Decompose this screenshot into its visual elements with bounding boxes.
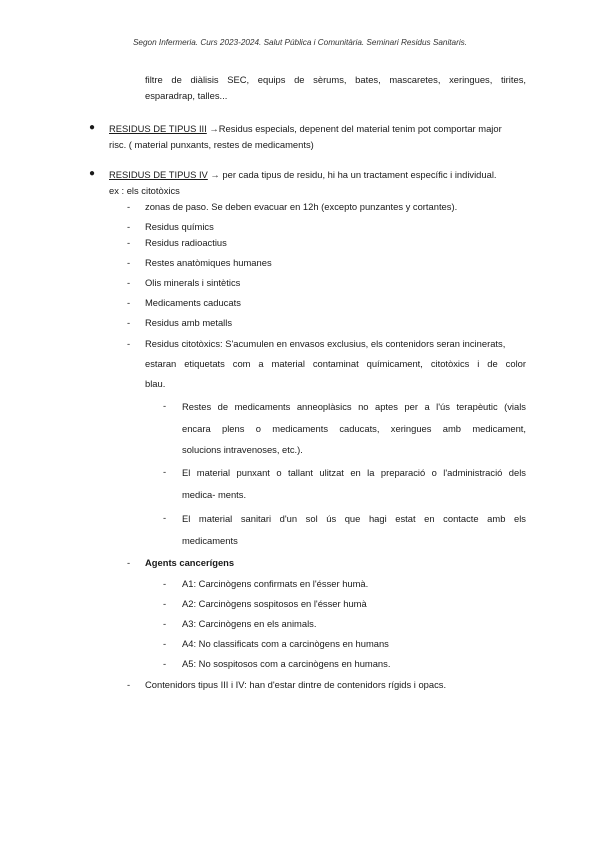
page-header: Segon Infermeria. Curs 2023-2024. Salut Pública i Comunitària. Seminari Residus Sanitaris. xyxy=(132,38,468,47)
sub-item-1-line-1: Restes de medicaments anneoplàsics no aptes per a l'ús terapèutic (vials xyxy=(182,401,526,412)
list-item: zonas de paso. Se deben evacuar en 12h (excepto punzantes y cortantes). xyxy=(145,201,458,212)
agent-item: A1: Carcinògens confirmats en l'ésser humà. xyxy=(182,578,369,589)
agent-item: A5: No sospitosos com a carcinògens en humans. xyxy=(182,658,391,669)
sub-item-3-line-1: El material sanitari d'un sol ús que hagi estat en contacte amb els xyxy=(182,513,526,524)
sub-item-2-line-2: medica- ments. xyxy=(182,489,247,500)
dash-marker: - xyxy=(127,679,131,690)
dash-marker: - xyxy=(127,297,131,308)
dash-marker: - xyxy=(127,237,131,248)
citotoxics-line-2: estaran etiquetats com a material contaminat químicament, citotòxics i de color xyxy=(145,358,526,369)
dash-marker: - xyxy=(163,598,167,609)
list-item: Olis minerals i sintètics xyxy=(145,277,241,288)
bullet-icon: ● xyxy=(89,122,96,133)
list-item: Residus químics xyxy=(145,221,214,232)
intro-line-2: esparadrap, talles... xyxy=(145,90,228,101)
dash-marker: - xyxy=(127,257,131,268)
tipus4-text: → per cada tipus de residu, hi ha un tractament específic i individual. xyxy=(207,169,497,180)
agents-title: Agents cancerígens xyxy=(145,557,235,568)
sub-item-1-line-3: solucions intravenoses, etc.). xyxy=(182,444,303,455)
sub-item-3-line-2: medicaments xyxy=(182,535,238,546)
agent-item: A4: No classificats com a carcinògens en humans xyxy=(182,638,389,649)
dash-marker: - xyxy=(163,578,167,589)
list-item: Restes anatòmiques humanes xyxy=(145,257,272,268)
tipus3-title: RESIDUS DE TIPUS III xyxy=(109,123,207,134)
list-item: Residus amb metalls xyxy=(145,317,233,328)
dash-marker: - xyxy=(163,618,167,629)
citotoxics-line-1: Residus citotòxics: S'acumulen en envasos exclusius, els contenidors seran incinerats, xyxy=(145,338,506,349)
bullet-icon: ● xyxy=(89,168,96,179)
tipus3-heading-line xyxy=(109,123,502,134)
contenidors-item: Contenidors tipus III i IV: han d'estar dintre de contenidors rígids i opacs. xyxy=(145,679,447,690)
tipus4-title: RESIDUS DE TIPUS IV xyxy=(109,169,208,180)
dash-marker: - xyxy=(127,277,131,288)
list-item: Residus radioactius xyxy=(145,237,227,248)
dash-marker: - xyxy=(127,201,131,212)
citotoxics-line-3: blau. xyxy=(145,378,166,389)
dash-marker: - xyxy=(127,221,131,232)
tipus3-line-2: risc. ( material punxants, restes de medicaments) xyxy=(109,139,314,150)
agent-item: A3: Carcinògens en els animals. xyxy=(182,618,317,629)
dash-marker: - xyxy=(163,512,167,523)
agent-item: A2: Carcinògens sospitosos en l'ésser humà xyxy=(182,598,367,609)
dash-marker: - xyxy=(163,658,167,669)
dash-marker: - xyxy=(163,400,167,411)
tipus3-text: →Residus especials, depenent del material tenim pot comportar major xyxy=(206,123,502,134)
list-item: Medicaments caducats xyxy=(145,297,241,308)
dash-marker: - xyxy=(163,638,167,649)
sub-item-2-line-1: El material punxant o tallant ulitzat en la preparació o l'administració dels xyxy=(182,467,526,478)
dash-marker: - xyxy=(127,338,131,349)
tipus4-line-2: ex : els citotòxics xyxy=(109,185,180,196)
dash-marker: - xyxy=(127,557,131,568)
tipus4-heading-line xyxy=(109,169,497,180)
intro-line-1: filtre de diàlisis SEC, equips de sèrums, bates, mascaretes, xeringues, tirites, xyxy=(145,74,526,85)
dash-marker: - xyxy=(163,466,167,477)
dash-marker: - xyxy=(127,317,131,328)
sub-item-1-line-2: encara plens o medicaments caducats, xeringues amb medicament, xyxy=(182,423,526,434)
